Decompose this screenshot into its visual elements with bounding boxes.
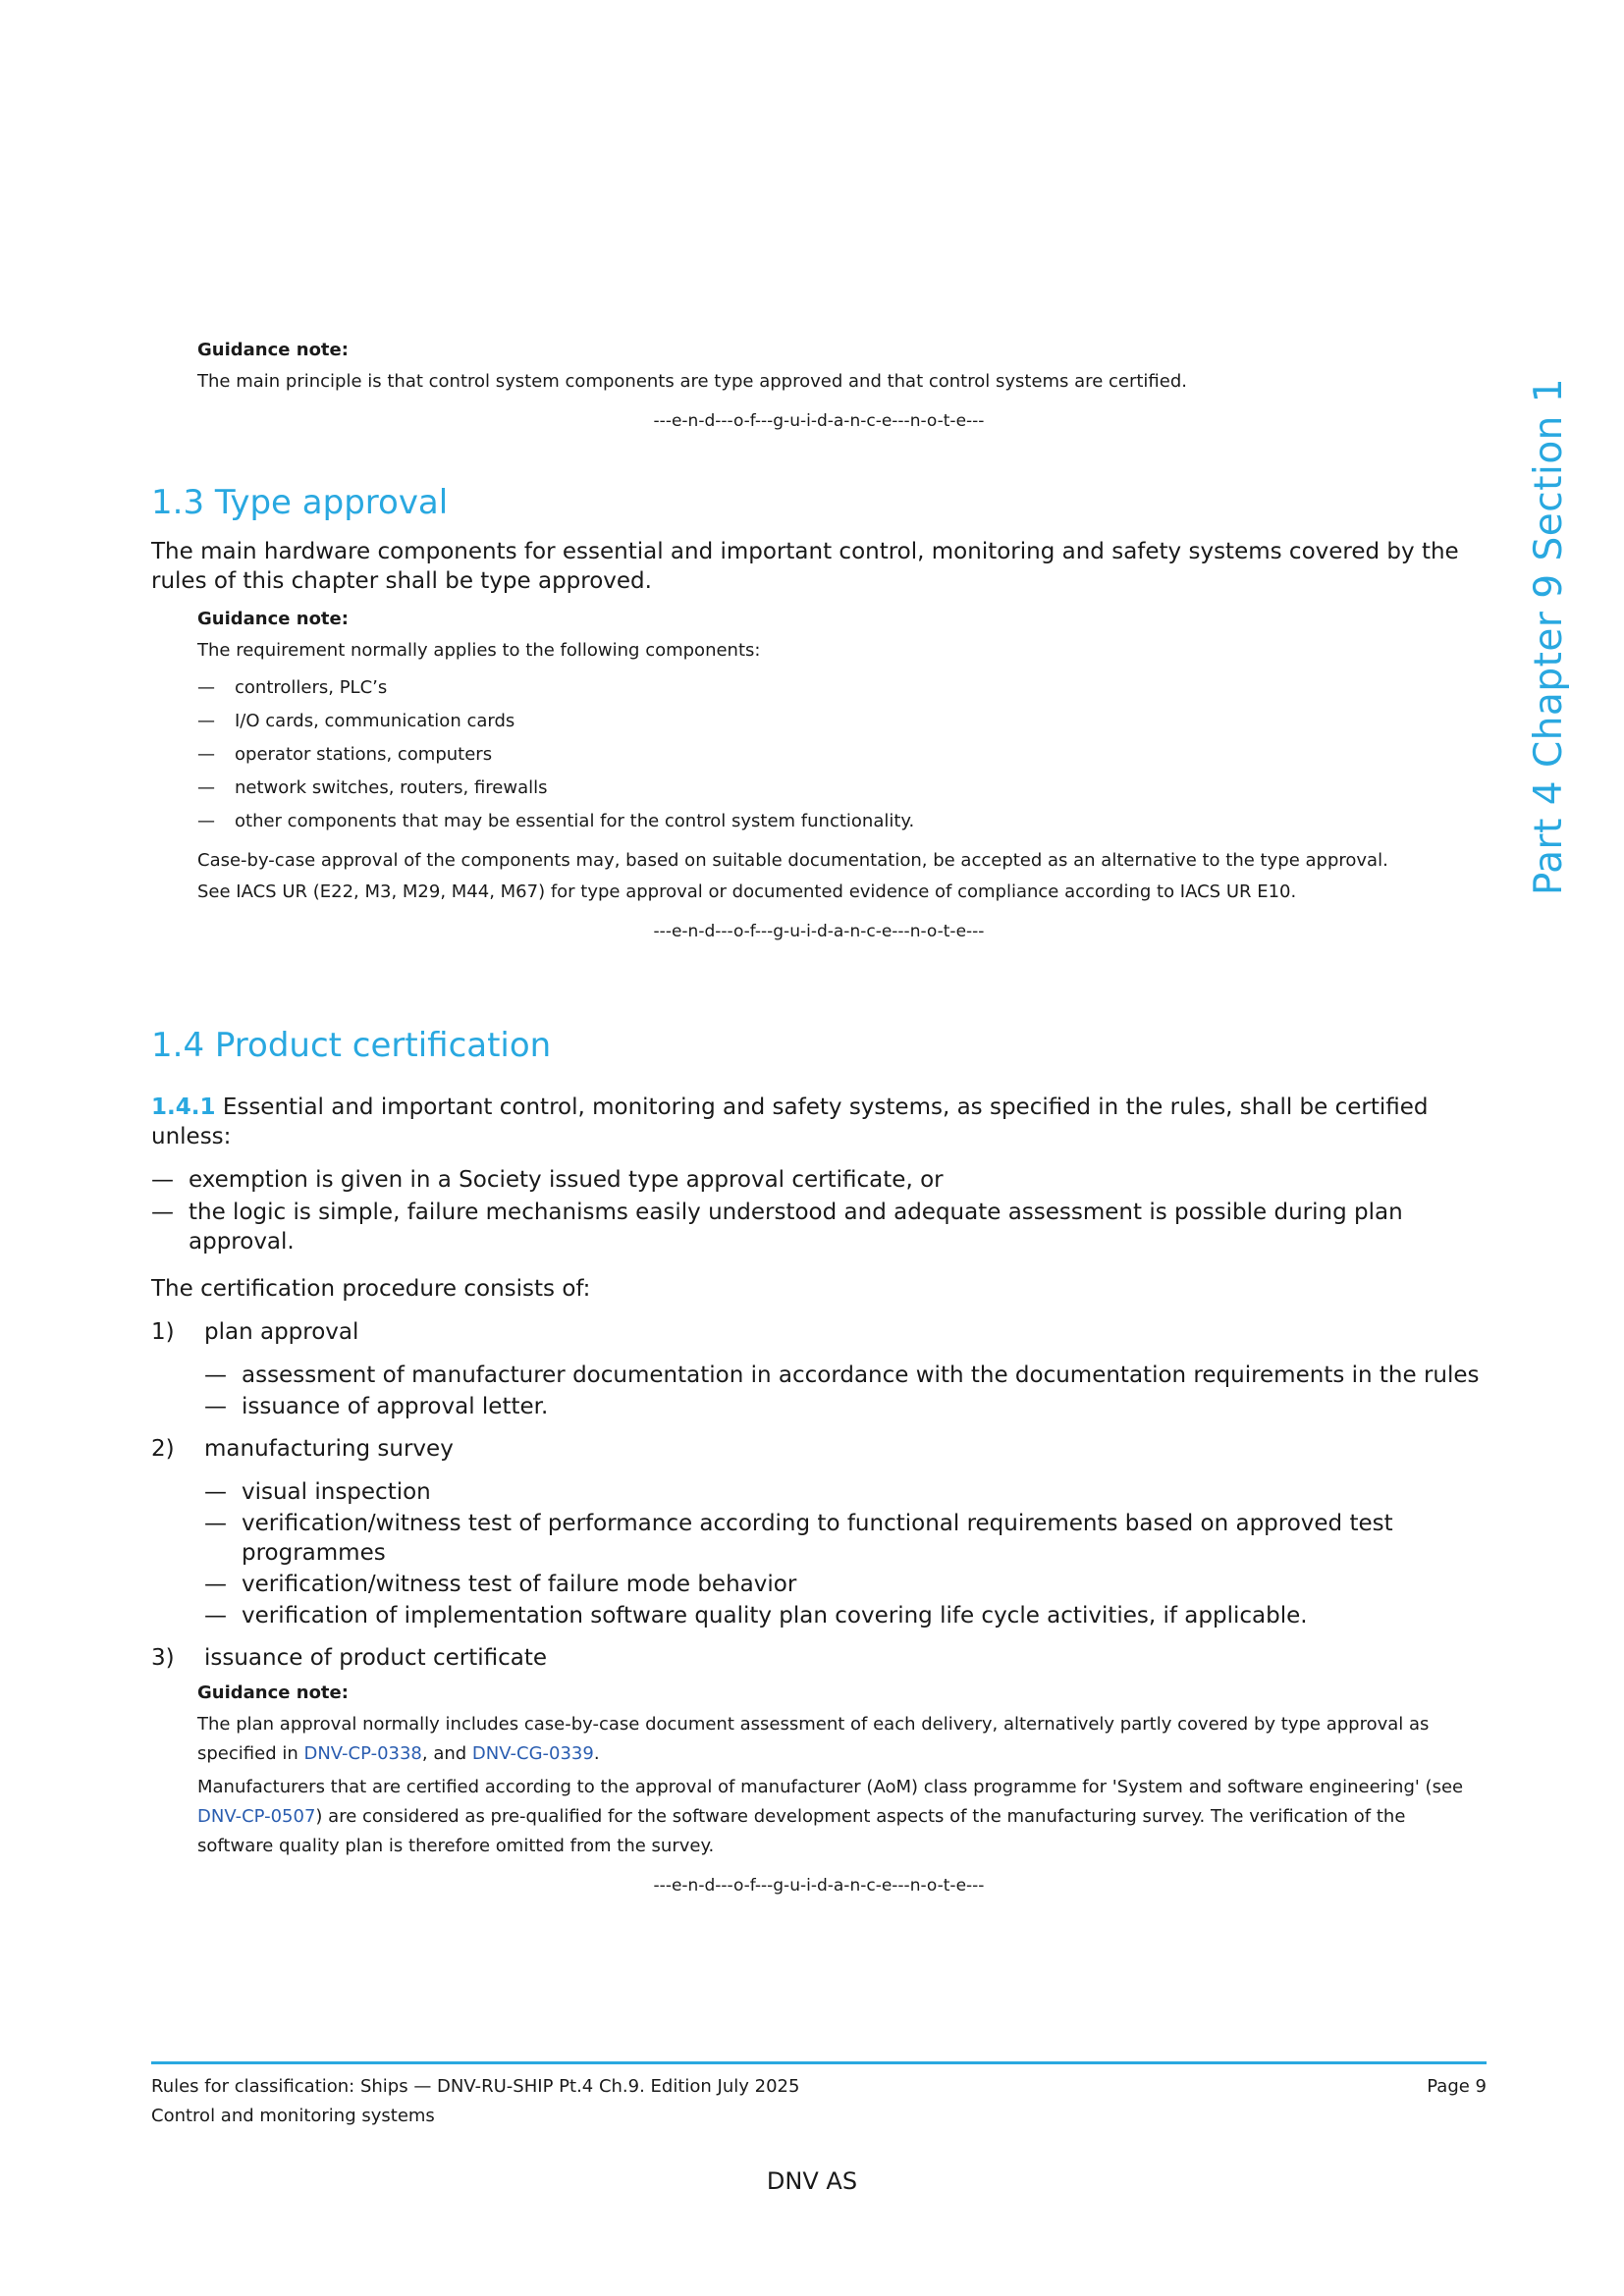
exception-list — [151, 1165, 1487, 1256]
list-item: — controllers, PLC’s — [197, 677, 388, 698]
list-item: — network switches, routers, firewalls — [197, 777, 548, 798]
guidance-note-para: The plan approval normally includes case-by-case document assessment of each delivery, alternatively partly covered by type approval as specified in DNV-CP-0338, and DNV-CG-0339. — [197, 1714, 1430, 1764]
guidance-note-text: The main principle is that control system components are type approved and that control systems are certified. — [197, 371, 1187, 392]
procedure-step: 2) manufacturing survey — [151, 1436, 454, 1462]
guidance-note-intro: The requirement normally applies to the following components: — [197, 640, 761, 661]
list-item: — visual inspection — [204, 1479, 431, 1505]
footer-document-title: Rules for classification: Ships — DNV-RU-SHIP Pt.4 Ch.9. Edition July 2025 — [151, 2076, 800, 2097]
step-sub-list — [204, 1477, 1487, 1630]
list-item: — operator stations, computers — [197, 744, 493, 765]
guidance-note-1 — [197, 338, 1487, 434]
footer-chapter-title: Control and monitoring systems — [151, 2106, 435, 2126]
list-item: — exemption is given in a Society issued type approval certificate, or — [151, 1167, 944, 1193]
link-dnv-cp-0338[interactable]: DNV-CP-0338 — [303, 1743, 422, 1764]
heading-product-certification: 1.4 Product certification — [151, 1026, 552, 1065]
link-dnv-cp-0507[interactable]: DNV-CP-0507 — [197, 1806, 316, 1827]
guidance-note-3 — [197, 1681, 1487, 1898]
side-title — [1528, 351, 1571, 921]
heading-type-approval: 1.3 Type approval — [151, 483, 449, 522]
guidance-note-end: ---e-n-d---o-f---g-u-i-d-a-n-c-e---n-o-t-e--- — [653, 411, 985, 431]
list-item: — verification/witness test of performance according to functional requirements based on approved test programmes — [204, 1511, 1393, 1566]
guidance-note-end: ---e-n-d---o-f---g-u-i-d-a-n-c-e---n-o-t-e--- — [653, 922, 985, 941]
list-item: — the logic is simple, failure mechanisms easily understood and adequate assessment is possible during plan approval. — [151, 1200, 1403, 1255]
component-list — [197, 671, 1487, 838]
guidance-note-end: ---e-n-d---o-f---g-u-i-d-a-n-c-e---n-o-t-e--- — [653, 1876, 985, 1896]
footer-company: DNV AS — [766, 2167, 858, 2195]
footer-row — [151, 2102, 1487, 2131]
page-footer — [151, 2061, 1487, 2131]
guidance-note-para: See IACS UR (E22, M3, M29, M44, M67) for type approval or documented evidence of compliance according to IACS UR E10. — [197, 881, 1297, 902]
side-title-text: Part 4 Chapter 9 Section 1 — [1527, 377, 1572, 895]
list-item: — verification/witness test of failure mode behavior — [204, 1572, 797, 1597]
guidance-note-label: Guidance note: — [197, 1682, 349, 1703]
list-item: — I/O cards, communication cards — [197, 711, 515, 731]
guidance-note-label: Guidance note: — [197, 609, 349, 629]
guidance-note-2 — [197, 607, 1487, 944]
clause-1-4-1: 1.4.1 Essential and important control, monitoring and safety systems, as specified in the rules, shall be certified unless: — [151, 1095, 1429, 1149]
link-dnv-cg-0339[interactable]: DNV-CG-0339 — [471, 1743, 594, 1764]
list-item: — issuance of approval letter. — [204, 1394, 549, 1419]
footer-page-number: Page 9 — [1427, 2076, 1487, 2097]
footer-row — [151, 2072, 1487, 2102]
guidance-note-para: Case-by-case approval of the components may, based on suitable documentation, be accepted as an alternative to the type approval. — [197, 850, 1388, 871]
procedure-step: 1) plan approval — [151, 1319, 359, 1345]
product-certification-section — [151, 1093, 1487, 1898]
list-item: — assessment of manufacturer documentation in accordance with the documentation requirements in the rules — [204, 1362, 1480, 1388]
procedure-steps — [151, 1317, 1487, 1673]
guidance-note-para: Manufacturers that are certified according to the approval of manufacturer (AoM) class programme for 'System and software engineering' (see DNV-CP-0507) are considered as pre-qualified for the software development aspects of the manufacturing survey. The verification of the software quality plan is therefore omitted from the survey. — [197, 1777, 1464, 1856]
guidance-note-label: Guidance note: — [197, 340, 349, 360]
type-approval-body: The main hardware components for essential and important control, monitoring and safety systems covered by the rules of this chapter shall be type approved. — [151, 539, 1459, 594]
list-item: — verification of implementation software quality plan covering life cycle activities, if applicable. — [204, 1603, 1308, 1629]
procedure-intro: The certification procedure consists of: — [151, 1276, 591, 1302]
clause-number: 1.4.1 — [151, 1095, 216, 1120]
list-item: — other components that may be essential for the control system functionality. — [197, 811, 915, 831]
step-sub-list — [204, 1361, 1487, 1421]
procedure-step: 3) issuance of product certificate — [151, 1645, 548, 1671]
